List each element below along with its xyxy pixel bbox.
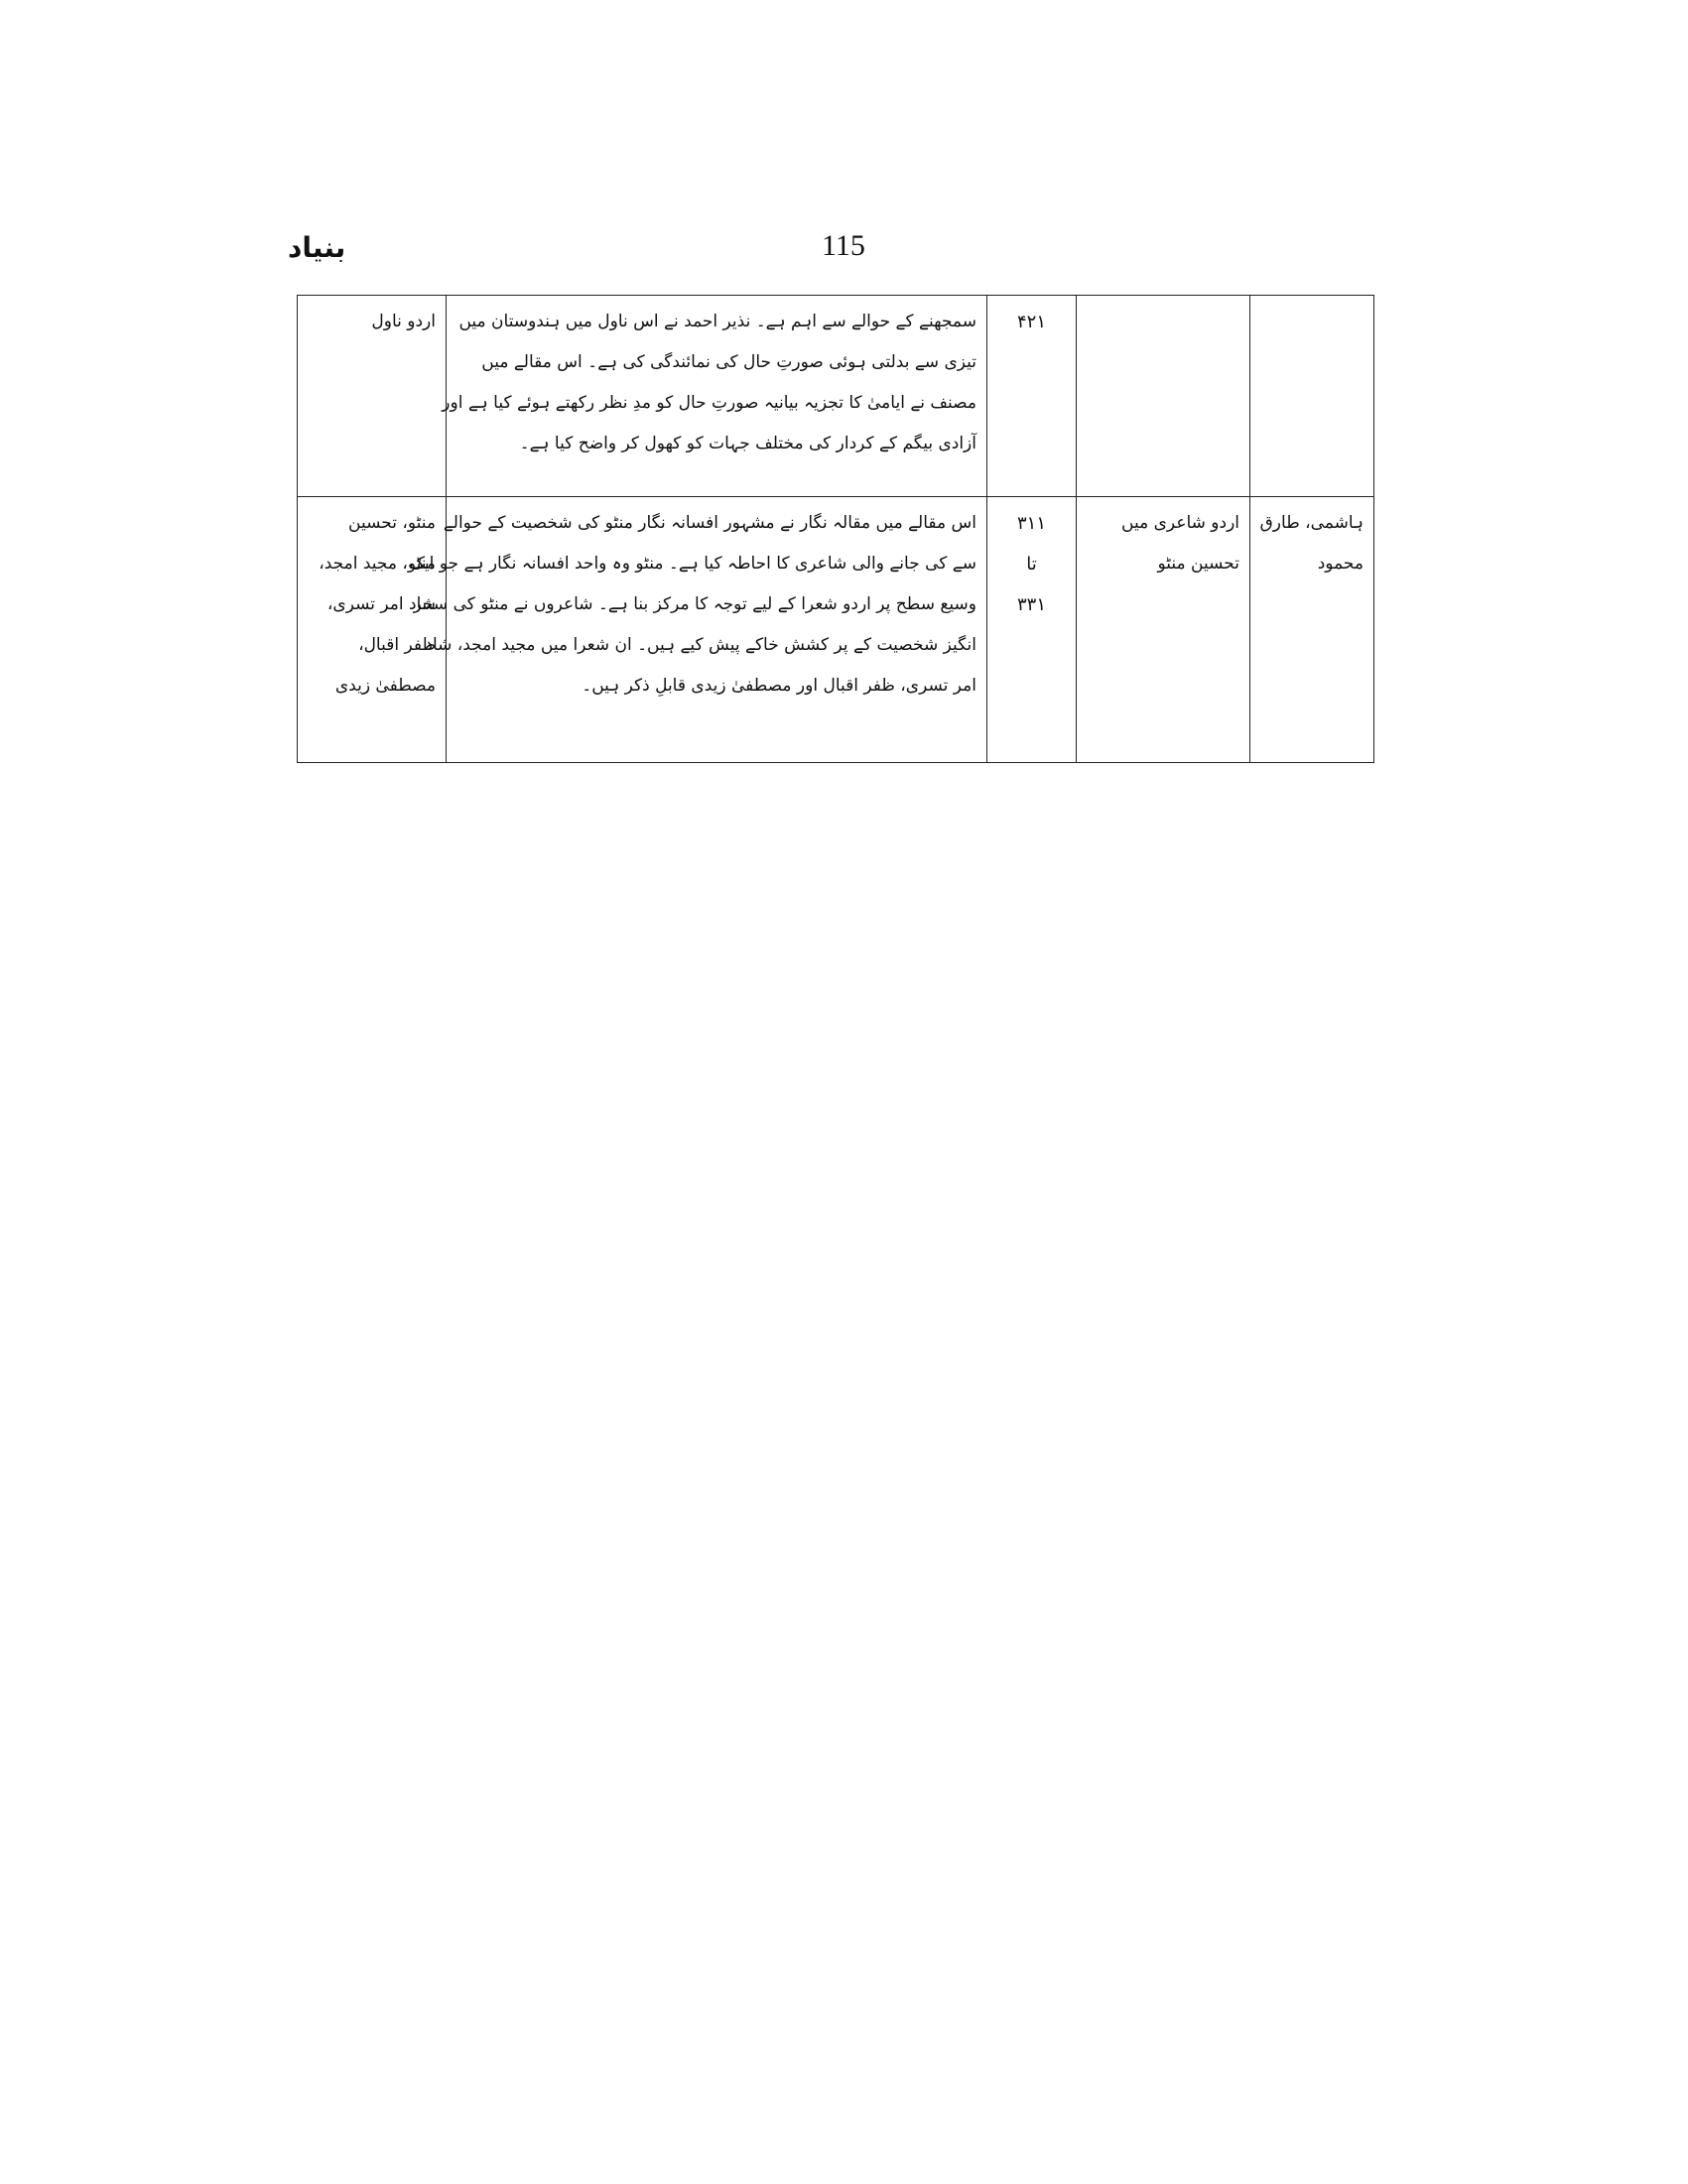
cell-text-line: تیزی سے بدلتی ہوئی صورتِ حال کی نمائندگی کی ہے۔ اس مقالے میں — [481, 352, 976, 372]
cell-text-line: تا — [1026, 554, 1037, 575]
cell-text-line: شاد امر تسری، — [326, 594, 436, 614]
author-cell — [1250, 497, 1374, 763]
title-cell — [1077, 497, 1250, 763]
cell-text-line: محمود — [1317, 554, 1363, 574]
table-body — [298, 296, 1374, 763]
cell-text-line: منٹو، تحسین — [348, 513, 436, 533]
title-cell — [1077, 296, 1250, 497]
table-row — [298, 497, 1374, 763]
cell-text-line: ۴۲۱ — [1016, 312, 1046, 332]
cell-text-line: ۳۱۱ — [1016, 513, 1046, 534]
keywords-cell — [298, 497, 447, 763]
cell-text-line: اردو ناول — [371, 312, 436, 331]
keywords-cell — [298, 296, 447, 497]
cell-text-line: اس مقالے میں مقالہ نگار نے مشہور افسانہ نگار منٹو کی شخصیت کے حوالے — [443, 513, 976, 533]
cell-text-line: سے کی جانے والی شاعری کا احاطہ کیا ہے۔ منٹو وہ واحد افسانہ نگار ہے جو ایک — [409, 554, 976, 574]
cell-text-line: انگیز شخصیت کے پر کشش خاکے پیش کیے ہیں۔ ان شعرا میں مجید امجد، شاد — [425, 635, 976, 655]
cell-text-line: سمجھنے کے حوالے سے اہم ہے۔ نذیر احمد نے اس ناول میں ہندوستان میں — [458, 312, 976, 331]
cell-text-line: منٹو، مجید امجد، — [319, 554, 436, 574]
cell-text-line: وسیع سطح پر اردو شعرا کے لیے توجہ کا مرکز بنا ہے۔ شاعروں نے منٹو کی سحر — [413, 594, 976, 614]
author-cell — [1250, 296, 1374, 497]
table-row — [298, 296, 1374, 497]
cell-text-line: آزادی بیگم کے کردار کی مختلف جہات کو کھول کر واضح کیا ہے۔ — [519, 434, 976, 453]
bibliography-table — [297, 295, 1374, 763]
cell-text-line: امر تسری، ظفر اقبال اور مصطفیٰ زیدی قابلِ ذکر ہیں۔ — [582, 676, 976, 696]
cell-text-line: مصنف نے ایامیٰ کا تجزیہ بیانیہ صورتِ حال کو مدِ نظر رکھتے ہوئے کیا ہے اور — [442, 393, 976, 413]
cell-text-line: ۳۳۱ — [1016, 594, 1046, 615]
cell-text-line: ظفر اقبال، — [358, 635, 436, 655]
cell-text-line: مصطفیٰ زیدی — [334, 676, 436, 696]
page-number: 115 — [822, 229, 865, 262]
cell-text-line: تحسین منٹو — [1157, 554, 1239, 574]
pages-cell — [987, 497, 1077, 763]
description-cell — [442, 296, 987, 497]
journal-name: بنیاد — [288, 231, 346, 264]
description-cell — [409, 497, 987, 763]
cell-text-line: ہاشمی، طارق — [1259, 513, 1363, 533]
cell-text-line: اردو شاعری میں — [1121, 513, 1239, 533]
pages-cell — [987, 296, 1077, 497]
